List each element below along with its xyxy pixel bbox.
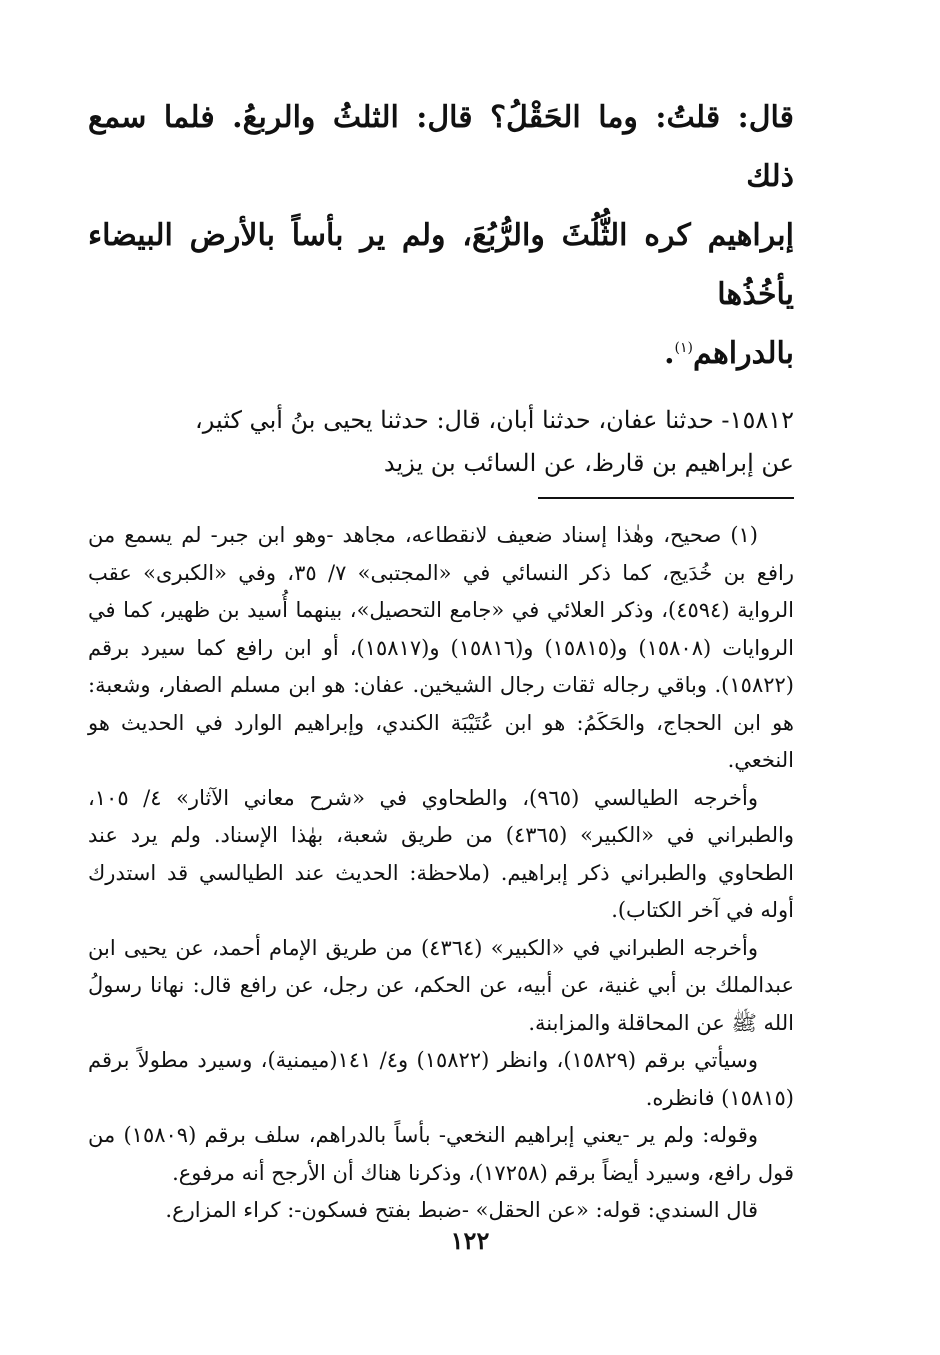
hadith-line: ١٥٨١٢- حدثنا عفان، حدثنا أبان، قال: حدثنا يحيى بنُ أبي كثير،	[195, 406, 794, 434]
main-text-line	[88, 324, 794, 383]
footnote-paragraph: وأخرجه الطبراني في «الكبير» (٤٣٦٤) من طريق الإمام أحمد، عن يحيى ابن عبدالملك بن أبي غنية، عن أبيه، عن الحكم، عن رجل، عن رافع قال: نهانا رسولُ الله ﷺ عن المحاقلة والمزابنة.	[88, 935, 794, 1035]
footnote-reference[interactable]: (١)	[674, 340, 693, 356]
hadith-line: عن إبراهيم بن قارظ، عن السائب بن يزيد	[383, 449, 794, 477]
main-text	[88, 88, 794, 383]
footnote-paragraph: (١) صحيح، وهٰذا إسناد ضعيف لانقطاعه، مجاهد -وهو ابن جبر- لم يسمع من رافع بن خُدَيج، كما ذكر النسائي في «المجتبى» ٧/ ٣٥، وفي «الكبرى» عقب الرواية (٤٥٩٤)، وذكر العلائي في «جامع التحصيل»، بينهما أُسيد بن ظهير، كما في الروايات (١٥٨٠٨) و(١٥٨١٥) و(١٥٨١٦) و(١٥٨١٧)، أو ابن رافع كما سيرد برقم (١٥٨٢٢). وباقي رجاله ثقات رجال الشيخين. عفان: هو ابن مسلم الصفار، وشعبة: هو ابن الحجاج، والحَكَمُ: هو ابن عُتَيْبَة الكندي، وإبراهيم الوارد في الحديث هو النخعي.	[88, 523, 795, 772]
book-page	[88, 88, 794, 1230]
footnote-paragraph: قال السندي: قوله: «عن الحقل» -ضبط بفتح فسكون-: كراء المزارع.	[165, 1198, 758, 1222]
footnote-paragraph: وقوله: ولم ير -يعني إبراهيم النخعي- بأساً بالدراهم، سلف برقم (١٥٨٠٩) من قول رافع، وسيرد أيضاً برقم (١٧٢٥٨)، وذكرنا هناك أن الأرجح أنه مرفوع.	[88, 1123, 794, 1185]
page-number: ١٢٢	[450, 1226, 490, 1255]
main-text-period: .	[664, 336, 675, 371]
footnotes	[88, 517, 794, 1230]
footnote-paragraph: وسيأتي برقم (١٥٨٢٩)، وانظر (١٥٨٢٢) و٤/ ١٤١(ميمنية)، وسيرد مطولاً برقم (١٥٨١٥) فانظره.	[88, 1048, 794, 1110]
hadith-chain	[88, 399, 794, 485]
main-text-line: قال: قلتُ: وما الحَقْلُ؟ قال: الثلثُ والربعُ. فلما سمع ذلك	[88, 100, 794, 194]
footnote-paragraph: وأخرجه الطيالسي (٩٦٥)، والطحاوي في «شرح معاني الآثار» ٤/ ١٠٥، والطبراني في «الكبير» (٤٣٦٥) من طريق شعبة، بهٰذا الإسناد. ولم يرد عند الطحاوي والطبراني ذكر إبراهيم. (ملاحظة: الحديث عند الطيالسي قد استدرك أوله في آخر الكتاب).	[88, 785, 794, 922]
footnote-separator	[538, 497, 794, 499]
main-text-line: إبراهيم كره الثُّلُثَ والرُّبُعَ، ولم ير بأساً بالأرض البيضاء يأخُذُها	[88, 218, 794, 312]
main-text-fragment: بالدراهم	[693, 336, 794, 371]
